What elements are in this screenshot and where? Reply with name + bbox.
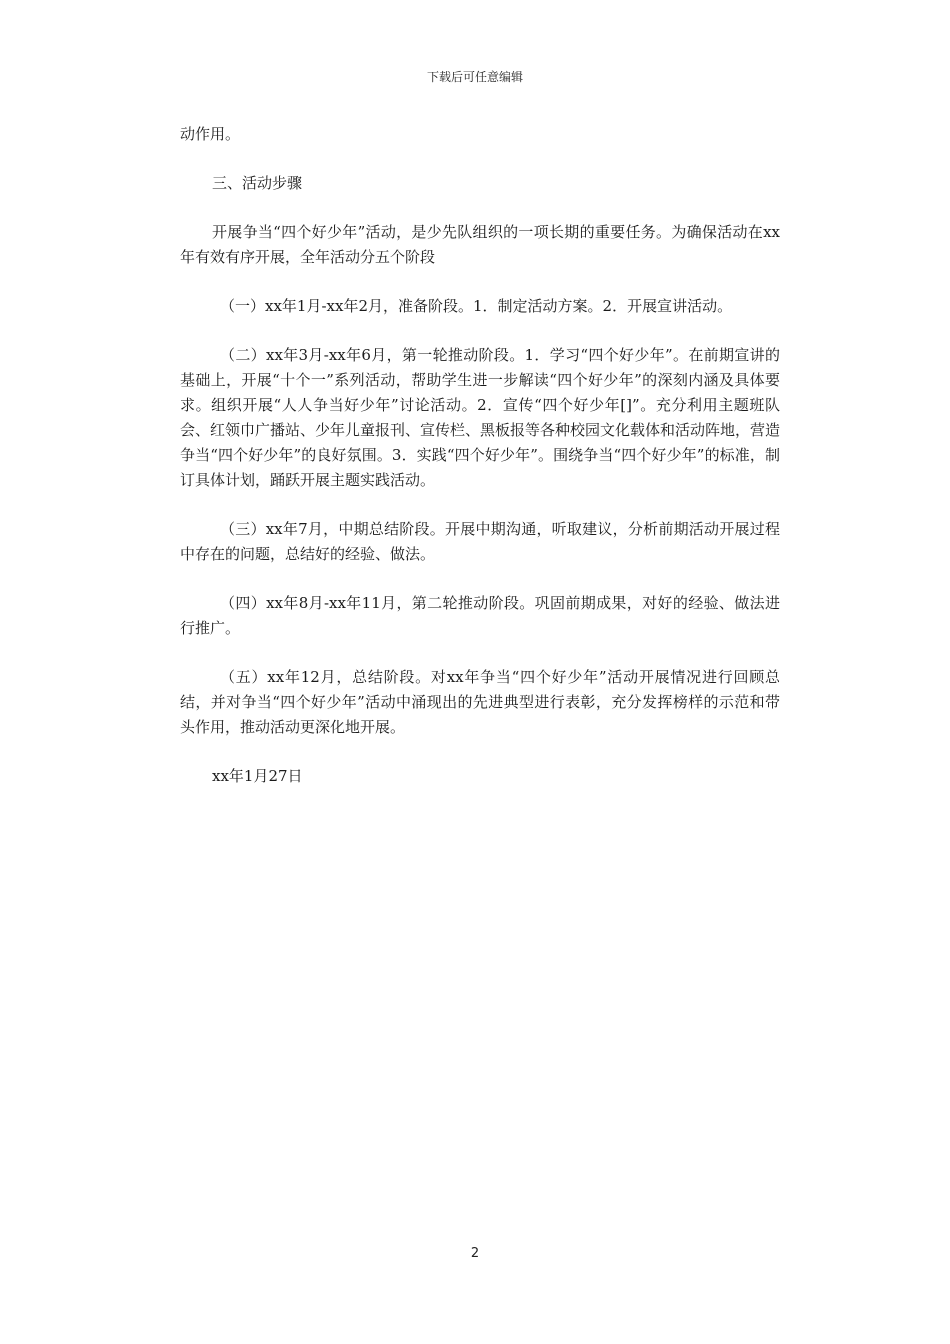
paragraph-stage-2: （二）xx年3月-xx年6月，第一轮推动阶段。1．学习“四个好少年”。在前期宣讲的基础上，开展“十个一”系列活动，帮助学生进一步解读“四个好少年”的深刻内涵及具体要求。组织开展“人人争当好少年”讨论活动。2．宣传“四个好少年[]”。充分利用主题班队会、红领巾广播站、少年儿童报刊、宣传栏、黑板报等各种校园文化载体和活动阵地，营造争当“四个好少年”的良好氛围。3．实践“四个好少年”。围绕争当“四个好少年”的标准，制订具体计划，踊跃开展主题实践活动。 [180,346,781,489]
paragraph-intro: 开展争当“四个好少年”活动，是少先队组织的一项长期的重要任务。为确保活动在xx年有效有序开展，全年活动分五个阶段 [180,223,780,266]
page-number: 2 [470,1246,480,1261]
paragraph-stage-3: （三）xx年7月，中期总结阶段。开展中期沟通，听取建议，分析前期活动开展过程中存在的问题，总结好的经验、做法。 [180,520,780,563]
paragraph-continuation: 动作用。 [180,125,241,143]
section-heading: 三、活动步骤 [212,174,303,192]
paragraph-stage-5: （五）xx年12月，总结阶段。对xx年争当“四个好少年”活动开展情况进行回顾总结，并对争当“四个好少年”活动中涌现出的先进典型进行表彰，充分发挥榜样的示范和带头作用，推动活动更深化地开展。 [180,668,780,736]
paragraph-stage-4: （四）xx年8月-xx年11月，第二轮推动阶段。巩固前期成果，对好的经验、做法进行推广。 [180,594,780,637]
page-header: 下载后可任意编辑 [426,70,523,84]
document-body [180,122,780,813]
document-date: xx年1月27日 [212,767,303,785]
paragraph-stage-1: （一）xx年1月-xx年2月，准备阶段。1．制定活动方案。2．开展宣讲活动。 [220,297,733,315]
